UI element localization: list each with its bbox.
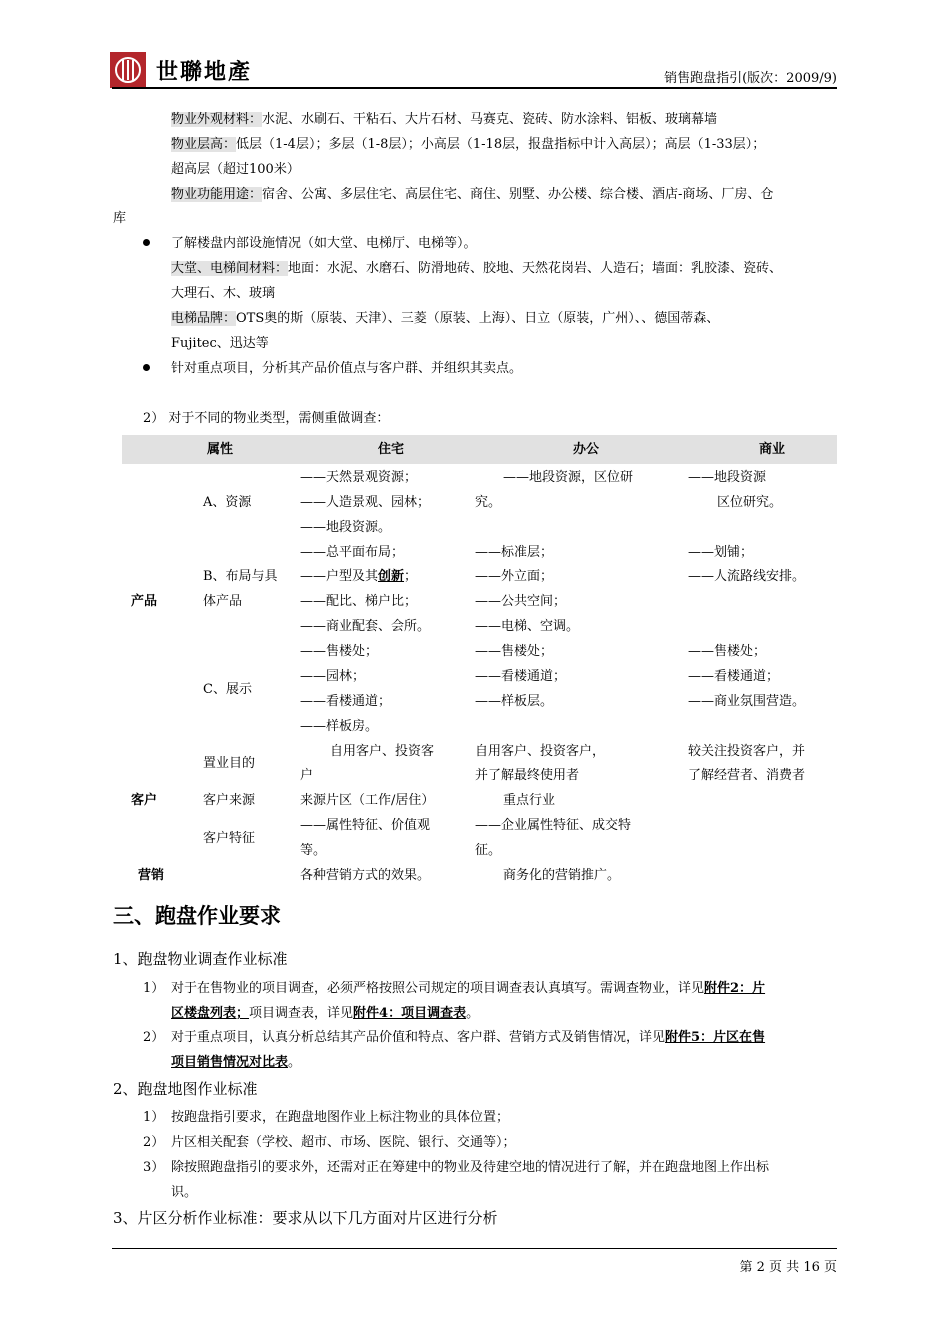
subsection-title: 1、跑盘物业调查作业标准 (113, 950, 288, 968)
cell: 区位研究。 (717, 495, 783, 510)
list-number: 1） (143, 1110, 165, 1125)
cell: 自用客户、投资客户， (475, 744, 606, 759)
cell: ——总平面布局； (300, 545, 405, 560)
list-item-2: 2） 对于不同的物业类型，需侧重做调查： (143, 411, 390, 426)
bullet-icon (143, 364, 150, 371)
cell: ——户型及其创新； (300, 569, 418, 584)
sub-label: A、资源 (203, 495, 252, 510)
cell: 究。 (475, 495, 502, 510)
cell: ——划铺； (688, 545, 754, 560)
appendix-link: 项目销售情况对比表 (171, 1055, 289, 1070)
appendix-link: 附件4：项目调查表 (353, 1006, 467, 1021)
cell: 并了解最终使用者 (475, 768, 580, 783)
cell: 较关注投资客户，并 (688, 744, 806, 759)
cell: ——样板层。 (475, 694, 554, 709)
intro-line: 电梯品牌：OTS奥的斯（原装、天津）、三菱（原装、上海）、日立（原装，广州）、、德国蒂森、 (171, 311, 720, 326)
bullet-text: 了解楼盘内部设施情况（如大堂、电梯厅、电梯等）。 (171, 236, 477, 251)
section-title: 三、跑盘作业要求 (113, 904, 281, 928)
list-text: 按跑盘指引要求，在跑盘地图作业上标注物业的具体位置； (171, 1110, 510, 1125)
cell: 户 (300, 768, 314, 783)
cell: 来源片区（工作/居住） (300, 793, 435, 808)
cell: 重点行业 (503, 793, 556, 808)
cell: 征。 (475, 843, 502, 858)
subsection-title: 3、片区分析作业标准：要求从以下几方面对片区进行分析 (113, 1209, 498, 1227)
page-number: 第 2 页 共 16 页 (739, 1260, 837, 1275)
intro-line: 库 (113, 211, 127, 226)
cell: 商务化的营销推广。 (503, 868, 621, 883)
brand-name: 世聯地產 (156, 59, 253, 85)
sub-label: 体产品 (203, 594, 243, 609)
subsection-title: 2、跑盘地图作业标准 (113, 1080, 258, 1098)
group-label: 产品 (131, 594, 158, 609)
cell: ——商业氛围营造。 (688, 694, 806, 709)
cell: ——商业配套、会所。 (300, 619, 431, 634)
cell: ——企业属性特征、成交特 (475, 818, 632, 833)
cell: 自用客户、投资客 (330, 744, 435, 759)
cell: ——售楼处； (688, 644, 767, 659)
intro-line: 大理石、木、玻璃 (171, 286, 276, 301)
list-text: 除按照跑盘指引的要求外，还需对正在筹建中的物业及待建空地的情况进行了解，并在跑盘地图上作出标 (171, 1160, 770, 1175)
list-number: 1） (143, 981, 165, 996)
cell: ——地段资源，区位研 (503, 470, 634, 485)
header-rule (112, 87, 837, 89)
intro-line: 物业层高：低层（1-4层）；多层（1-8层）；小高层（1-18层，报盘指标中计入高层）；高层（1-33层）； (171, 137, 766, 152)
sub-label: 置业目的 (203, 756, 256, 771)
cell: ——看楼通道； (300, 694, 392, 709)
cell: ——售楼处； (475, 644, 554, 659)
col-header: 住宅 (378, 442, 405, 457)
intro-line: 物业外观材料：水泥、水刷石、干粘石、大片石材、马赛克、瓷砖、防水涂料、铝板、玻璃幕墙 (171, 112, 718, 127)
footer-rule (112, 1248, 837, 1249)
list-text: 片区相关配套（学校、超市、市场、医院、银行、交通等）； (171, 1135, 516, 1150)
intro-line: 物业功能用途：宿舍、公寓、多层住宅、高层住宅、商住、别墅、办公楼、综合楼、酒店-商场、厂房、仓 (171, 187, 774, 202)
list-text: 区楼盘列表；项目调查表，详见附件4：项目调查表。 (171, 1006, 480, 1021)
cell: 等。 (300, 843, 327, 858)
col-header: 属性 (207, 442, 234, 457)
intro-line: 超高层（超过100米） (171, 162, 300, 177)
cell: ——电梯、空调。 (475, 619, 580, 634)
list-text: 对于在售物业的项目调查，必须严格按照公司规定的项目调查表认真填写。需调查物业，详见附件2：片 (171, 981, 766, 996)
cell: ——地段资源 (688, 470, 767, 485)
doc-title: 销售跑盘指引(版次：2009/9) (664, 71, 837, 86)
cell: ——人流路线安排。 (688, 569, 806, 584)
sub-label: 客户特征 (203, 831, 256, 846)
sub-label: C、展示 (203, 682, 252, 697)
col-header: 商业 (759, 442, 786, 457)
list-text: 项目销售情况对比表。 (171, 1055, 302, 1070)
cell: ——园林； (300, 669, 366, 684)
cell: 了解经营者、消费者 (688, 768, 806, 783)
cell: ——属性特征、价值观 (300, 818, 431, 833)
cell: ——人造景观、园林； (300, 495, 431, 510)
group-label: 营销 (138, 868, 165, 883)
list-text: 识。 (171, 1185, 198, 1200)
cell: ——标准层； (475, 545, 554, 560)
col-header: 办公 (573, 442, 600, 457)
cell: 各种营销方式的效果。 (300, 868, 431, 883)
bullet-text: 针对重点项目，分析其产品价值点与客户群、并组织其卖点。 (171, 361, 523, 376)
company-logo (110, 52, 146, 88)
cell: ——售楼处； (300, 644, 379, 659)
cell: ——外立面； (475, 569, 554, 584)
appendix-link: 区楼盘列表； (171, 1006, 250, 1021)
list-text: 对于重点项目，认真分析总结其产品价值和特点、客户群、营销方式及销售情况，详见附件5：片区在售 (171, 1030, 766, 1045)
cell: ——样板房。 (300, 719, 379, 734)
list-number: 3） (143, 1160, 165, 1175)
intro-line: Fujitec、迅达等 (171, 336, 269, 351)
cell: ——看楼通道； (475, 669, 567, 684)
intro-line: 大堂、电梯间材料：地面：水泥、水磨石、防滑地砖、胶地、天然花岗岩、人造石；墙面：乳胶漆、瓷砖、 (171, 261, 783, 276)
cell: ——地段资源。 (300, 520, 392, 535)
group-label: 客户 (131, 793, 158, 808)
sub-label: B、布局与具 (203, 569, 278, 584)
bullet-icon (143, 239, 150, 246)
cell: ——配比、梯户比； (300, 594, 418, 609)
cell: ——看楼通道； (688, 669, 780, 684)
list-number: 2） (143, 1135, 165, 1150)
list-number: 2） (143, 1030, 165, 1045)
cell: ——公共空间； (475, 594, 567, 609)
sub-label: 客户来源 (203, 793, 256, 808)
cell: ——天然景观资源； (300, 470, 418, 485)
